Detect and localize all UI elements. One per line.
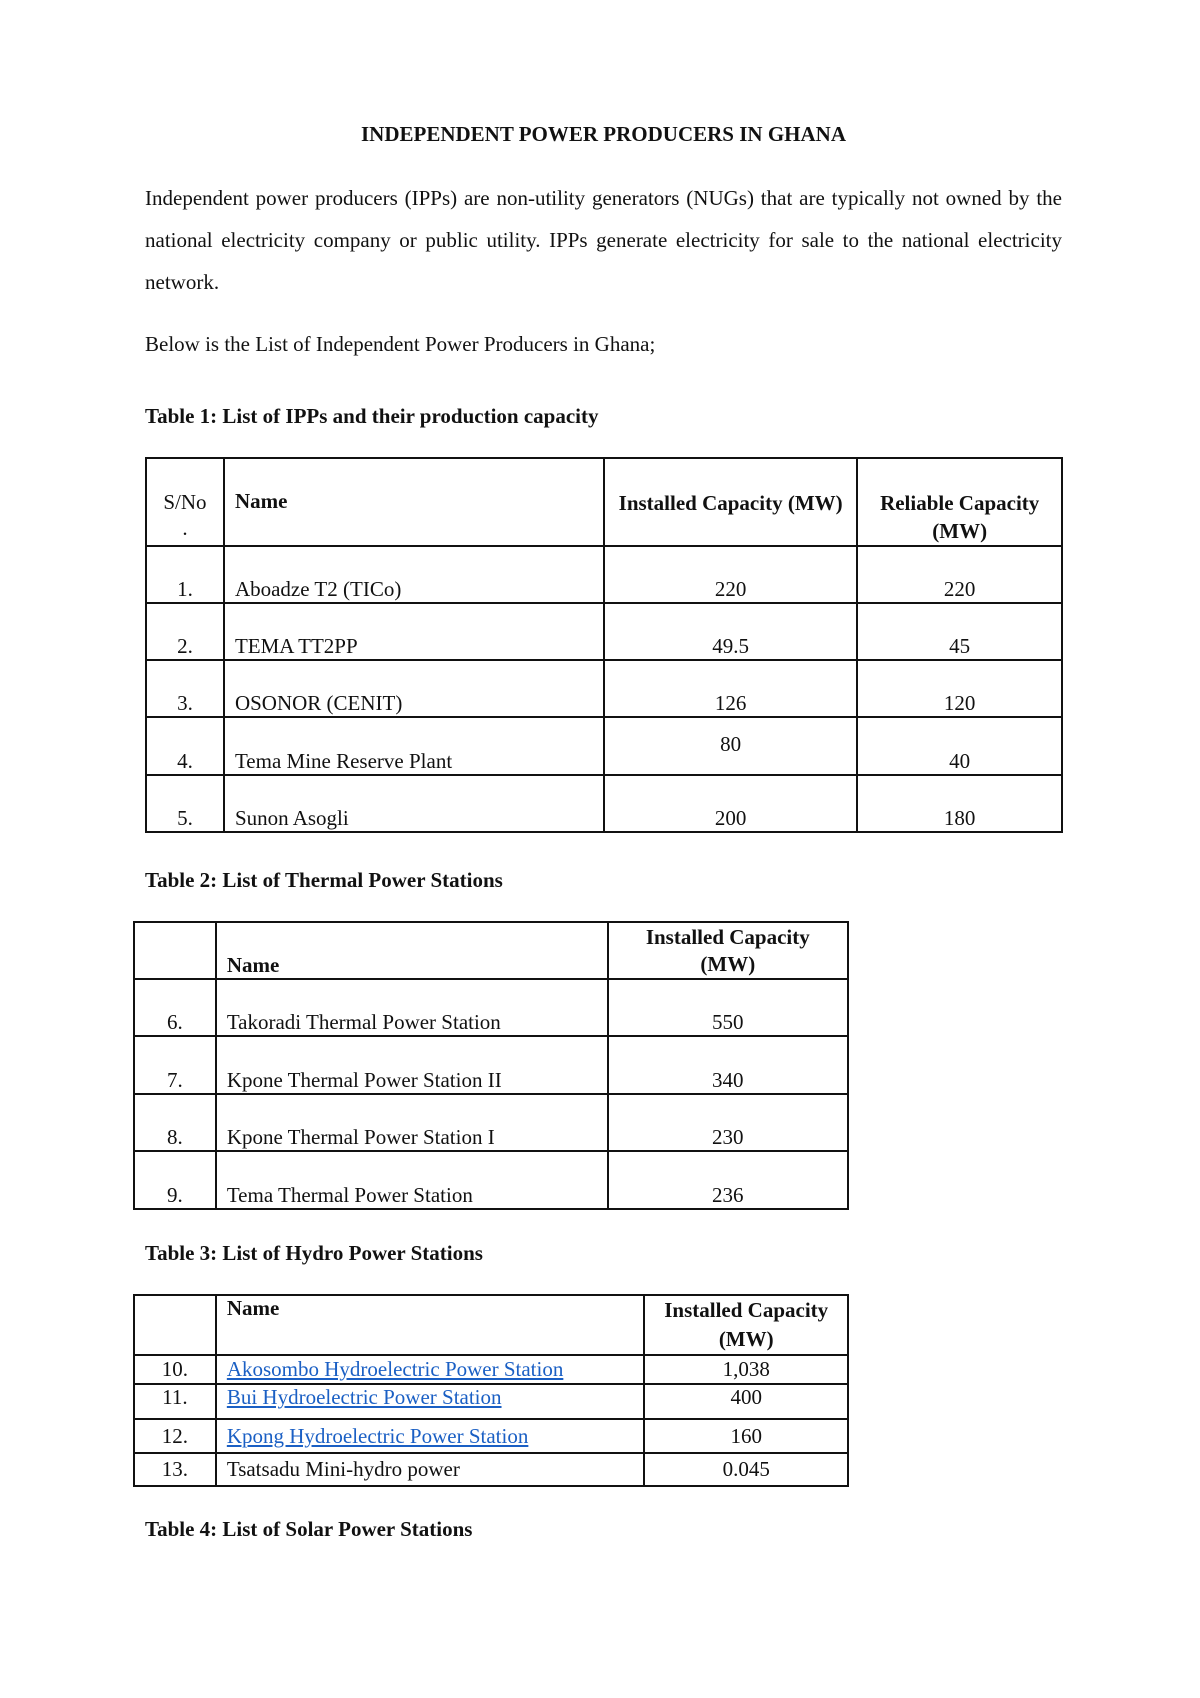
table3-caption: Table 3: List of Hydro Power Stations bbox=[145, 1241, 483, 1265]
row-number: 8. bbox=[134, 1094, 216, 1151]
row-number: 2. bbox=[146, 603, 224, 660]
table-row bbox=[134, 1151, 848, 1209]
table-row bbox=[146, 660, 1062, 717]
table-row bbox=[134, 1355, 848, 1384]
table-row bbox=[134, 1419, 848, 1453]
row-reliable: 40 bbox=[857, 717, 1062, 775]
row-installed: 160 bbox=[644, 1419, 848, 1453]
row-installed: 220 bbox=[604, 546, 857, 603]
thermal-table bbox=[133, 921, 849, 1210]
table4-caption: Table 4: List of Solar Power Stations bbox=[145, 1517, 473, 1541]
list-intro: Below is the List of Independent Power Producers in Ghana; bbox=[145, 332, 656, 356]
row-number: 9. bbox=[134, 1151, 216, 1209]
row-installed: 0.045 bbox=[644, 1453, 848, 1486]
row-name: Aboadze T2 (TICo) bbox=[224, 546, 604, 603]
table-row bbox=[146, 603, 1062, 660]
bui-link[interactable]: Bui Hydroelectric Power Station bbox=[226, 1385, 502, 1409]
row-name: Takoradi Thermal Power Station bbox=[216, 979, 608, 1036]
table-row bbox=[134, 1094, 848, 1151]
row-number: 3. bbox=[146, 660, 224, 717]
row-reliable: 180 bbox=[857, 775, 1062, 832]
name-header: Name bbox=[224, 458, 604, 546]
row-name: Kpone Thermal Power Station I bbox=[216, 1094, 608, 1151]
row-number: 13. bbox=[134, 1453, 216, 1486]
row-reliable: 220 bbox=[857, 546, 1062, 603]
row-installed: 200 bbox=[604, 775, 857, 832]
row-installed: 1,038 bbox=[644, 1355, 848, 1384]
row-number: 4. bbox=[146, 717, 224, 775]
page-title: INDEPENDENT POWER PRODUCERS IN GHANA bbox=[361, 122, 846, 146]
sno-header bbox=[134, 1295, 216, 1355]
table-row bbox=[134, 1384, 848, 1419]
row-name: Sunon Asogli bbox=[224, 775, 604, 832]
table1-caption: Table 1: List of IPPs and their production capacity bbox=[145, 404, 599, 428]
row-name bbox=[216, 1419, 645, 1453]
table-row bbox=[146, 546, 1062, 603]
akosombo-link[interactable]: Akosombo Hydroelectric Power Station bbox=[226, 1357, 564, 1381]
row-number: 11. bbox=[134, 1384, 216, 1419]
row-name: OSONOR (CENIT) bbox=[224, 660, 604, 717]
row-name: Kpone Thermal Power Station II bbox=[216, 1036, 608, 1094]
row-installed: 230 bbox=[608, 1094, 848, 1151]
row-name: Tsatsadu Mini-hydro power bbox=[216, 1453, 645, 1486]
row-installed: 340 bbox=[608, 1036, 848, 1094]
row-installed: 49.5 bbox=[604, 603, 857, 660]
sno-header bbox=[134, 922, 216, 979]
table-header-row bbox=[134, 922, 848, 979]
row-installed: 550 bbox=[608, 979, 848, 1036]
name-header: Name bbox=[216, 922, 608, 979]
row-name: Tema Thermal Power Station bbox=[216, 1151, 608, 1209]
hydro-table bbox=[133, 1294, 849, 1487]
row-installed: 400 bbox=[644, 1384, 848, 1419]
table-row bbox=[146, 775, 1062, 832]
row-installed: 236 bbox=[608, 1151, 848, 1209]
row-name: Tema Mine Reserve Plant bbox=[224, 717, 604, 775]
row-installed: 80 bbox=[604, 717, 857, 775]
sno-header: S/No . bbox=[146, 458, 224, 546]
table-row bbox=[134, 1453, 848, 1486]
row-number: 1. bbox=[146, 546, 224, 603]
table-row bbox=[134, 1036, 848, 1094]
row-number: 10. bbox=[134, 1355, 216, 1384]
installed-capacity-header: Installed Capacity (MW) bbox=[604, 458, 857, 546]
row-number: 6. bbox=[134, 979, 216, 1036]
table-header-row bbox=[146, 458, 1062, 546]
installed-capacity-header: Installed Capacity (MW) bbox=[644, 1295, 848, 1355]
table2-caption: Table 2: List of Thermal Power Stations bbox=[145, 868, 503, 892]
reliable-capacity-header: Reliable Capacity (MW) bbox=[857, 458, 1062, 546]
row-installed: 126 bbox=[604, 660, 857, 717]
row-name bbox=[216, 1355, 645, 1384]
row-number: 12. bbox=[134, 1419, 216, 1453]
installed-capacity-header: Installed Capacity (MW) bbox=[608, 922, 848, 979]
ipp-table bbox=[145, 457, 1063, 833]
kpong-link[interactable]: Kpong Hydroelectric Power Station bbox=[226, 1423, 529, 1448]
row-reliable: 45 bbox=[857, 603, 1062, 660]
row-reliable: 120 bbox=[857, 660, 1062, 717]
table-row bbox=[146, 717, 1062, 775]
intro-paragraph: Independent power producers (IPPs) are non-utility generators (NUGs) that are typically not owned by the national electricity company or public utility. IPPs generate electricity for sale to the national electricity network. bbox=[145, 186, 1062, 294]
row-name: TEMA TT2PP bbox=[224, 603, 604, 660]
table-row bbox=[134, 979, 848, 1036]
name-header: Name bbox=[216, 1295, 645, 1355]
row-number: 5. bbox=[146, 775, 224, 832]
row-name bbox=[216, 1384, 645, 1419]
row-number: 7. bbox=[134, 1036, 216, 1094]
table-header-row bbox=[134, 1295, 848, 1355]
